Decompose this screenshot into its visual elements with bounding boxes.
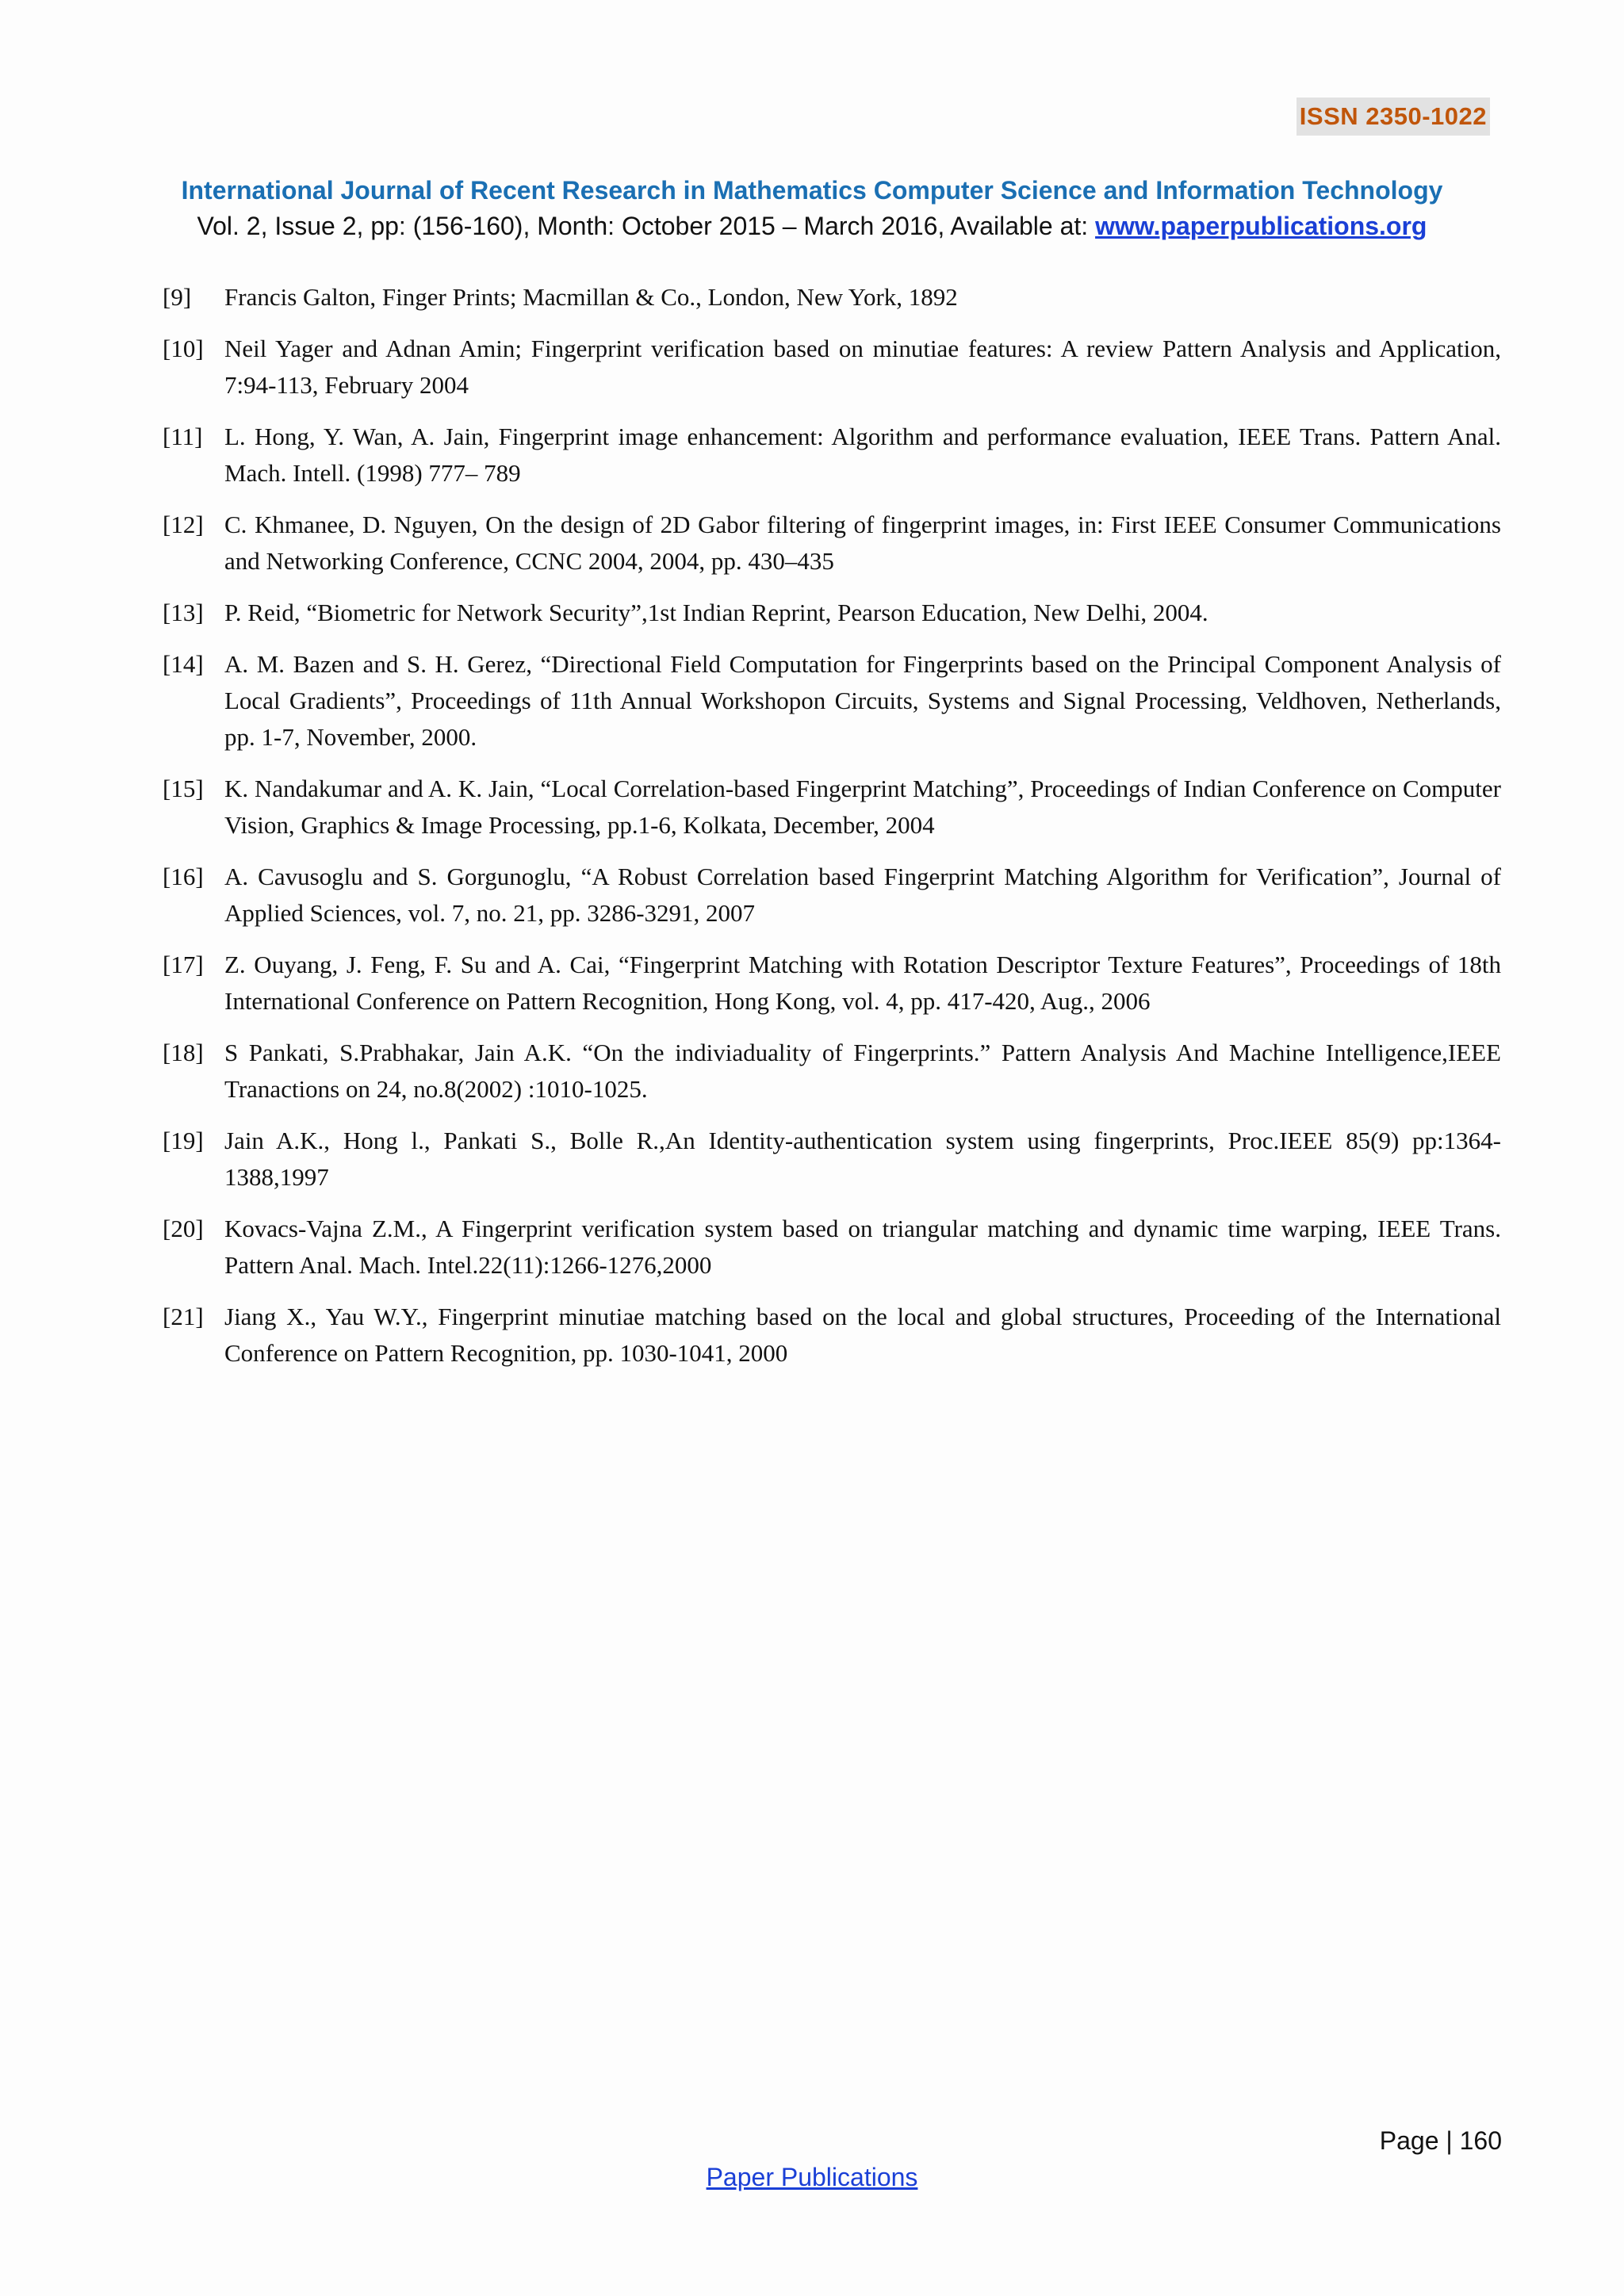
reference-text: S Pankati, S.Prabhakar, Jain A.K. “On the indiviaduality of Fingerprints.” Pattern Analysis And Machine Intelligence,IEEE Tranactions on 24, no.8(2002) :1010-1025. <box>224 1039 1501 1103</box>
publisher-link[interactable]: Paper Publications <box>706 2163 918 2191</box>
reference-number: [13] <box>163 599 204 626</box>
reference-number: [14] <box>163 650 204 678</box>
journal-info <box>0 208 1624 244</box>
reference-text: Kovacs-Vajna Z.M., A Fingerprint verification system based on triangular matching and dynamic time warping, IEEE Trans. Pattern Anal. Mach. Intel.22(11):1266-1276,2000 <box>224 1215 1501 1279</box>
reference-item <box>163 331 1501 404</box>
reference-text: Neil Yager and Adnan Amin; Fingerprint verification based on minutiae features: A review Pattern Analysis and Application, 7:94-113, February 2004 <box>224 335 1501 399</box>
reference-text: A. Cavusoglu and S. Gorgunoglu, “A Robust Correlation based Fingerprint Matching Algorithm for Verification”, Journal of Applied Sciences, vol. 7, no. 21, pp. 3286-3291, 2007 <box>224 863 1501 927</box>
reference-item <box>163 771 1501 844</box>
reference-item <box>163 1211 1501 1284</box>
reference-item <box>163 1035 1501 1108</box>
reference-item <box>163 279 1501 316</box>
reference-item <box>163 1123 1501 1196</box>
reference-item <box>163 595 1501 631</box>
reference-text: Z. Ouyang, J. Feng, F. Su and A. Cai, “Fingerprint Matching with Rotation Descriptor Texture Features”, Proceedings of 18th International Conference on Pattern Recognition, Hong Kong, vol. 4, pp. 417-420, Aug., 2006 <box>224 951 1501 1015</box>
reference-text: P. Reid, “Biometric for Network Security”,1st Indian Reprint, Pearson Education, New Delhi, 2004. <box>224 599 1208 626</box>
reference-number: [20] <box>163 1215 204 1242</box>
reference-number: [16] <box>163 863 204 890</box>
footer <box>0 2163 1624 2192</box>
reference-item <box>163 646 1501 756</box>
reference-number: [12] <box>163 511 204 538</box>
page-number: Page | 160 <box>1379 2126 1502 2155</box>
reference-item <box>163 1299 1501 1372</box>
reference-number: [10] <box>163 335 204 362</box>
reference-number: [9] <box>163 283 192 311</box>
reference-number: [19] <box>163 1127 204 1154</box>
journal-url-link[interactable]: www.paperpublications.org <box>1095 212 1427 240</box>
reference-text: Francis Galton, Finger Prints; Macmillan & Co., London, New York, 1892 <box>224 283 958 311</box>
issn-label: ISSN 2350-1022 <box>1297 98 1490 136</box>
reference-number: [15] <box>163 775 204 802</box>
reference-number: [21] <box>163 1303 204 1330</box>
reference-list <box>163 279 1501 1387</box>
reference-item <box>163 419 1501 492</box>
reference-text: Jiang X., Yau W.Y., Fingerprint minutiae matching based on the local and global structures, Proceeding of the International Conference on Pattern Recognition, pp. 1030-1041, 2000 <box>224 1303 1501 1367</box>
reference-text: K. Nandakumar and A. K. Jain, “Local Correlation-based Fingerprint Matching”, Proceedings of Indian Conference on Computer Vision, Graphics & Image Processing, pp.1-6, Kolkata, December, 2004 <box>224 775 1501 839</box>
reference-item <box>163 507 1501 580</box>
journal-title: International Journal of Recent Research in Mathematics Computer Science and Information Technology <box>181 176 1443 205</box>
reference-text: C. Khmanee, D. Nguyen, On the design of 2D Gabor filtering of fingerprint images, in: First IEEE Consumer Communications and Networking Conference, CCNC 2004, 2004, pp. 430–435 <box>224 511 1501 575</box>
reference-number: [11] <box>163 423 203 450</box>
journal-info-text: Vol. 2, Issue 2, pp: (156-160), Month: October 2015 – March 2016, Available at: <box>197 212 1096 240</box>
reference-text: Jain A.K., Hong l., Pankati S., Bolle R.,An Identity-authentication system using fingerprints, Proc.IEEE 85(9) pp:1364-1388,1997 <box>224 1127 1501 1191</box>
reference-number: [18] <box>163 1039 204 1066</box>
reference-item <box>163 859 1501 932</box>
reference-item <box>163 947 1501 1020</box>
reference-text: L. Hong, Y. Wan, A. Jain, Fingerprint image enhancement: Algorithm and performance evaluation, IEEE Trans. Pattern Anal. Mach. Intell. (1998) 777– 789 <box>224 423 1501 487</box>
reference-number: [17] <box>163 951 204 978</box>
reference-text: A. M. Bazen and S. H. Gerez, “Directional Field Computation for Fingerprints based on the Principal Component Analysis of Local Gradients”, Proceedings of 11th Annual Workshopon Circuits, Systems and Signal Processing, Veldhoven, Netherlands, pp. 1-7, November, 2000. <box>224 650 1501 751</box>
